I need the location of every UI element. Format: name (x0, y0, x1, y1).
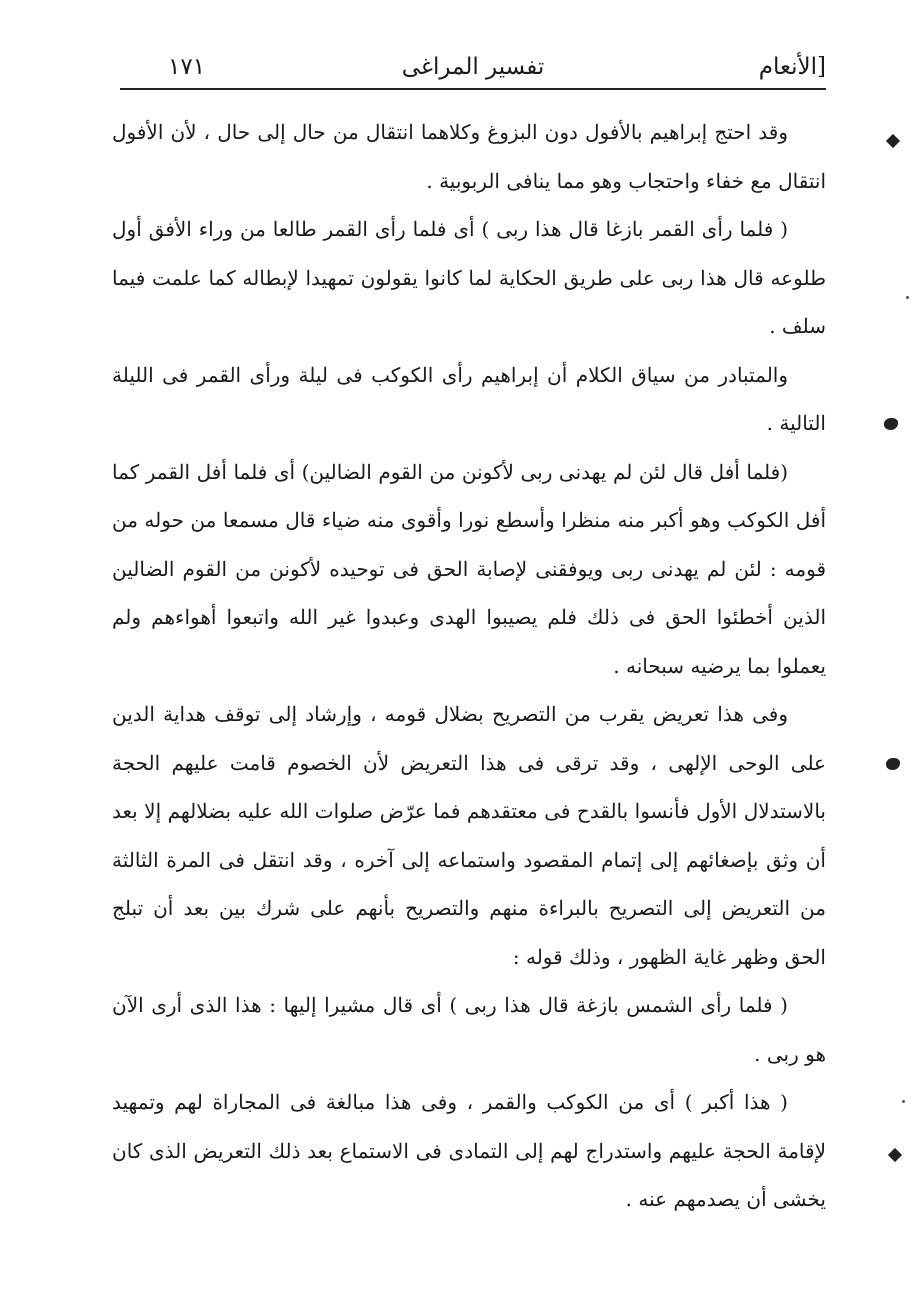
page-header (120, 40, 826, 90)
paragraph-6: ( فلما رأى الشمس بازغة قال هذا ربى ) أى قال مشيرا إليها : هذا الذى أرى الآن هو ربى . (112, 993, 826, 1066)
margin-blot-icon (886, 758, 900, 770)
section-title: الأنعام] (758, 54, 826, 80)
margin-blot-icon (884, 418, 898, 430)
margin-speck-icon (906, 296, 909, 299)
page-body (112, 108, 826, 1224)
paragraph-4: (فلما أفل قال لئن لم يهدنى ربى لأكونن من القوم الضالين) أى فلما أفل القمر كما أفل الكوكب وهو أكبر منه منظرا وأسطع نورا وأقوى منه ضياء قال مسمعا من حوله من قومه : لئن لم يهدنى ربى ويوفقنى لإصابة الحق فى توحيده لأكونن من القوم الضالين الذين أخطئوا الحق فى ذلك فلم يصيبوا الهدى وعبدوا غير الله واتبعوا أهواءهم ولم يعملوا بما يرضيه سبحانه . (112, 459, 826, 678)
page-number: ١٧١ (168, 54, 206, 80)
paragraph-2: ( فلما رأى القمر بازغا قال هذا ربى ) أى فلما رأى القمر طالعا من وراء الأفق أول طلوعه قال هذا ربى على طريق الحكاية لما كانوا يقولون تمهيدا لإبطاله كما علمت فيما سلف . (112, 217, 826, 338)
paragraph-5: وفى هذا تعريض يقرب من التصريح بضلال قومه ، وإرشاد إلى توقف هداية الدين على الوحى الإلهى ، وقد ترقى فى هذا التعريض لأن الخصوم قامت عليهم الحجة بالاستدلال الأول فأنسوا بالقدح فى معتقدهم فما عرّض صلوات الله عليه بضلالهم إلا بعد أن وثق بإصغائهم إلى إتمام المقصود واستماعه إلى آخره ، وقد انتقل فى المرة الثالثة من التعريض إلى التصريح بالبراءة منهم والتصريح بأنهم على شرك بين بعد أن تبلج الحق وظهر غاية الظهور ، وذلك قوله : (112, 702, 826, 969)
paragraph-1: وقد احتج إبراهيم بالأفول دون البزوغ وكلاهما انتقال من حال إلى حال ، لأن الأفول انتقال مع خفاء واحتجاب وهو مما ينافى الربوبية . (112, 120, 826, 193)
margin-ornament-icon (886, 134, 900, 148)
paragraph-3: والمتبادر من سياق الكلام أن إبراهيم رأى الكوكب فى ليلة ورأى القمر فى الليلة التالية . (112, 362, 826, 435)
margin-ornament-icon (888, 1148, 902, 1162)
paragraph-7: ( هذا أكبر ) أى من الكوكب والقمر ، وفى هذا مبالغة فى المجاراة لهم وتمهيد لإقامة الحجة عليهم واستدراج لهم إلى التمادى فى الاستماع بعد ذلك التعريض الذى كان يخشى أن يصدمهم عنه . (112, 1090, 826, 1211)
margin-speck-icon (902, 1100, 905, 1103)
book-title: تفسير المراغى (401, 54, 545, 80)
